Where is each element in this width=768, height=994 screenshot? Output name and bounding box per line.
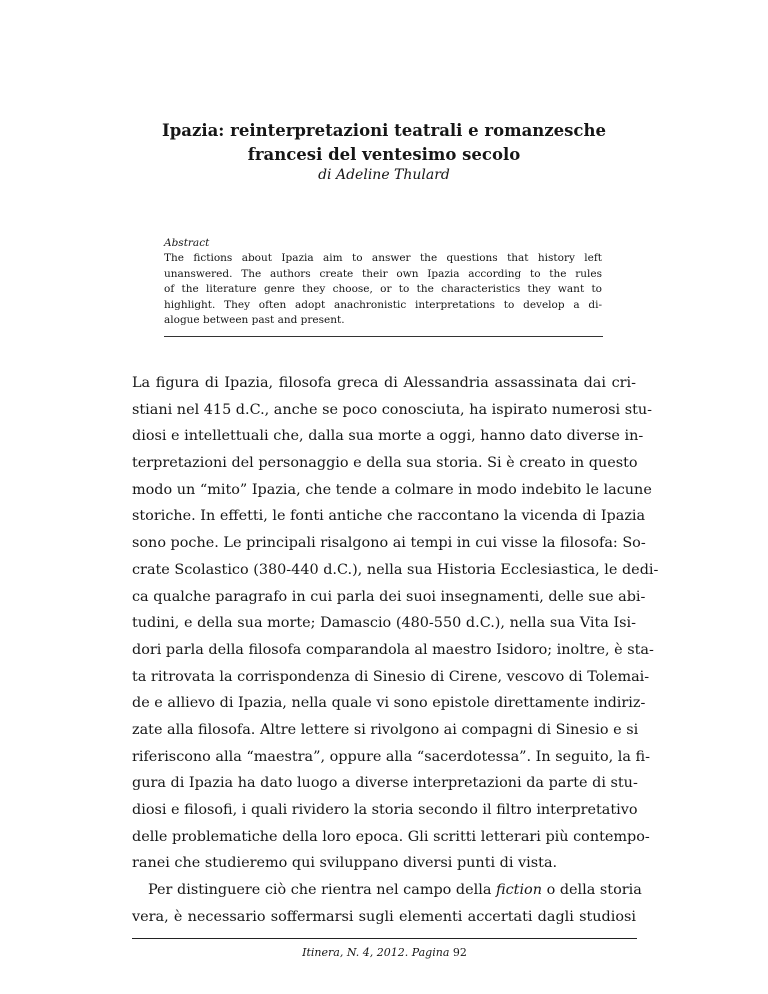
abstract-line: alogue between past and present.: [164, 314, 345, 327]
body-line: gura di Ipazia ha dato luogo a diverse interpretazioni da parte di stu-: [132, 775, 638, 792]
abstract-line: highlight. They often adopt anachronistic interpretations to develop a di-: [164, 298, 602, 311]
body-text: [132, 370, 659, 930]
body-line: sono poche. Le principali risalgono ai tempi in cui visse la filosofa: So-: [132, 535, 646, 552]
footer-divider: [132, 938, 637, 939]
footer-journal: Itinera, N. 4, 2012. Pagina: [302, 946, 450, 959]
body-line: crate Scolastico (380-440 d.C.), nella sua Historia Ecclesiastica, le dedi-: [132, 561, 659, 578]
abstract-block: [164, 236, 602, 329]
body-line: terpretazioni del personaggio e della sua storia. Si è creato in questo: [132, 455, 638, 472]
article-title-line-1: Ipazia: reinterpretazioni teatrali e romanzesche: [162, 121, 606, 140]
abstract-divider: [164, 336, 603, 337]
body-line: zate alla filosofa. Altre lettere si rivolgono ai compagni di Sinesio e si: [132, 721, 639, 738]
body-line: [132, 877, 642, 904]
abstract-label: Abstract: [164, 237, 210, 249]
body-line: La figura di Ipazia, filosofa greca di Alessandria assassinata dai cri-: [132, 375, 636, 391]
body-line: diosi e intellettuali che, dalla sua morte a oggi, hanno dato diverse in-: [132, 428, 644, 445]
footer-page-number: 92: [452, 946, 467, 959]
body-line: tudini, e della sua morte; Damascio (480-550 d.C.), nella sua Vita Isi-: [132, 615, 636, 632]
body-text-segment: Per distinguere ciò che rientra nel campo della: [148, 882, 497, 899]
page-footer: [132, 945, 637, 961]
body-line: diosi e filosofi, i quali rividero la storia secondo il filtro interpretativo: [132, 802, 638, 818]
article-author: di Adeline Thulard: [318, 167, 450, 183]
body-line: ranei che studieremo qui sviluppano diversi punti di vista.: [132, 855, 558, 872]
body-text-segment: o della storia: [542, 882, 642, 899]
abstract-line: of the literature genre they choose, or to the characteristics they want to: [164, 283, 602, 296]
body-line: dori parla della filosofa comparandola al maestro Isidoro; inoltre, è sta-: [132, 641, 654, 658]
body-line: de e allievo di Ipazia, nella quale vi sono epistole direttamente indiriz-: [132, 695, 646, 712]
body-line: storiche. In effetti, le fonti antiche che raccontano la vicenda di Ipazia: [132, 508, 646, 525]
abstract-line: unanswered. The authors create their own Ipazia according to the rules: [164, 267, 602, 280]
body-line: riferiscono alla “maestra”, oppure alla “sacerdotessa”. In seguito, la fi-: [132, 748, 650, 765]
body-line: vera, è necessario soffermarsi sugli elementi accertati dagli studiosi: [132, 908, 636, 925]
body-line: ca qualche paragrafo in cui parla dei suoi insegnamenti, delle sue abi-: [132, 588, 646, 605]
emphasized-term: fiction: [496, 882, 542, 899]
body-line: delle problematiche della loro epoca. Gli scritti letterari più contempo-: [132, 828, 650, 845]
body-line: modo un “mito” Ipazia, che tende a colmare in modo indebito le lacune: [132, 481, 652, 498]
article-title-line-2: francesi del ventesimo secolo: [247, 145, 521, 164]
body-line: ta ritrovata la corrispondenza di Sinesio di Cirene, vescovo di Tolemai-: [132, 668, 650, 685]
body-line: stiani nel 415 d.C., anche se poco conosciuta, ha ispirato numerosi stu-: [132, 401, 653, 418]
abstract-line: The fictions about Ipazia aim to answer the questions that history left: [164, 252, 602, 264]
